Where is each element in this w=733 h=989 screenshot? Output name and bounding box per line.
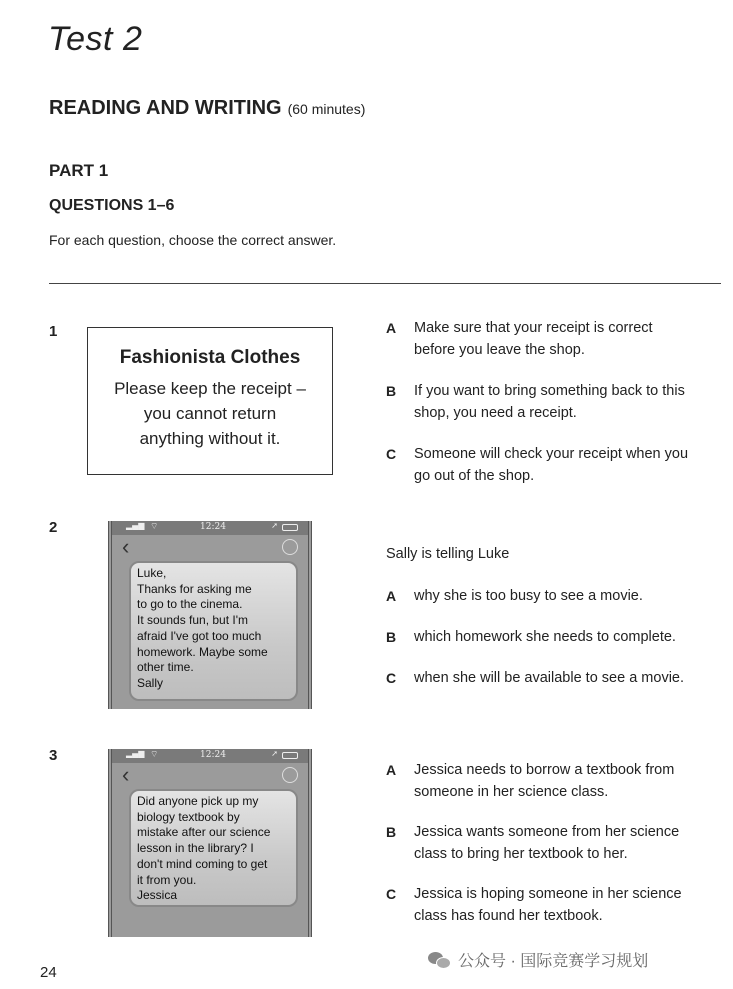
q1-option-c-text[interactable]: Someone will check your receipt when you go out of the shop.	[414, 446, 689, 484]
phone-nav-bar	[112, 763, 308, 787]
q2-option-a-text[interactable]: why she is too busy to see a movie.	[414, 588, 643, 604]
notice-line: you cannot return	[143, 404, 277, 423]
phone-nav-bar	[112, 535, 308, 559]
test-title: Test 2	[48, 20, 143, 58]
wifi-icon: ⌔	[150, 522, 159, 532]
question-number-3: 3	[49, 747, 58, 764]
q2-stem: Sally is telling Luke	[386, 546, 510, 562]
message-bubble: Luke, Thanks for asking me to go to the cinema. It sounds fun, but I'm afraid I've got too much homework. Maybe some other time. Sally	[129, 561, 298, 701]
page-number: 24	[40, 964, 57, 981]
circle-icon	[282, 767, 298, 783]
phone-status-bar	[112, 749, 308, 763]
battery-icon	[282, 524, 298, 531]
q1-option-b-text[interactable]: If you want to bring something back to this shop, you need a receipt.	[414, 383, 685, 421]
instruction-text: For each question, choose the correct answer.	[49, 232, 337, 248]
back-arrow-icon: ‹	[122, 534, 130, 559]
q1-option-a-text[interactable]: Make sure that your receipt is correct before you leave the shop.	[414, 320, 653, 358]
signal-icon: ▂▄▆	[126, 521, 145, 530]
battery-icon	[282, 752, 298, 759]
wechat-icon	[428, 950, 452, 970]
q3-option-a-text[interactable]: Jessica needs to borrow a textbook from someone in her science class.	[414, 762, 675, 800]
phone-screen	[108, 521, 312, 709]
q3-option-c-text[interactable]: Jessica is hoping someone in her science class has found her textbook.	[414, 886, 682, 924]
questions-title: QUESTIONS 1–6	[49, 197, 175, 214]
watermark	[428, 948, 648, 971]
q2-option-b-text[interactable]: which homework she needs to complete.	[414, 629, 676, 645]
q2-option-a-letter[interactable]: A	[386, 588, 397, 604]
q2-option-b-letter[interactable]: B	[386, 629, 397, 645]
q1-option-b-letter[interactable]: B	[386, 383, 397, 399]
phone-time: 12:24	[200, 522, 226, 532]
location-icon: ➚	[271, 521, 278, 530]
q2-option-c-text[interactable]: when she will be available to see a movie.	[414, 670, 685, 686]
watermark-text: 公众号 · 国际竞赛学习规划	[458, 953, 649, 970]
q1-option-c-letter[interactable]: C	[386, 446, 397, 462]
divider	[49, 283, 721, 284]
location-icon: ➚	[271, 749, 278, 758]
message-bubble: Did anyone pick up my biology textbook by mistake after our science lesson in the library? I don't mind coming to get it from you. Jessica	[129, 789, 298, 907]
part-title: PART 1	[49, 161, 109, 180]
section-title	[49, 97, 365, 120]
section-name: READING AND WRITING	[49, 97, 282, 119]
notice-line: anything without it.	[139, 429, 281, 448]
q3-option-b-letter[interactable]: B	[386, 824, 397, 840]
section-duration: (60 minutes)	[287, 101, 366, 117]
question-number-2: 2	[49, 519, 58, 536]
phone-screen	[108, 749, 312, 937]
phone-time: 12:24	[200, 750, 226, 760]
notice-body	[88, 376, 332, 451]
q3-option-c-letter[interactable]: C	[386, 886, 397, 902]
question-number-1: 1	[49, 323, 58, 340]
signal-icon: ▂▄▆	[126, 749, 145, 758]
back-arrow-icon: ‹	[122, 762, 130, 787]
circle-icon	[282, 539, 298, 555]
q3-option-b-text[interactable]: Jessica wants someone from her science class to bring her textbook to her.	[414, 824, 680, 862]
notice-line: Please keep the receipt –	[114, 379, 306, 398]
phone-status-bar	[112, 521, 308, 535]
q1-option-a-letter[interactable]: A	[386, 320, 397, 336]
notice-title: Fashionista Clothes	[119, 347, 301, 368]
q3-option-a-letter[interactable]: A	[386, 762, 397, 778]
wifi-icon: ⌔	[150, 750, 159, 760]
notice-sign	[87, 327, 333, 475]
q2-option-c-letter[interactable]: C	[386, 670, 397, 686]
